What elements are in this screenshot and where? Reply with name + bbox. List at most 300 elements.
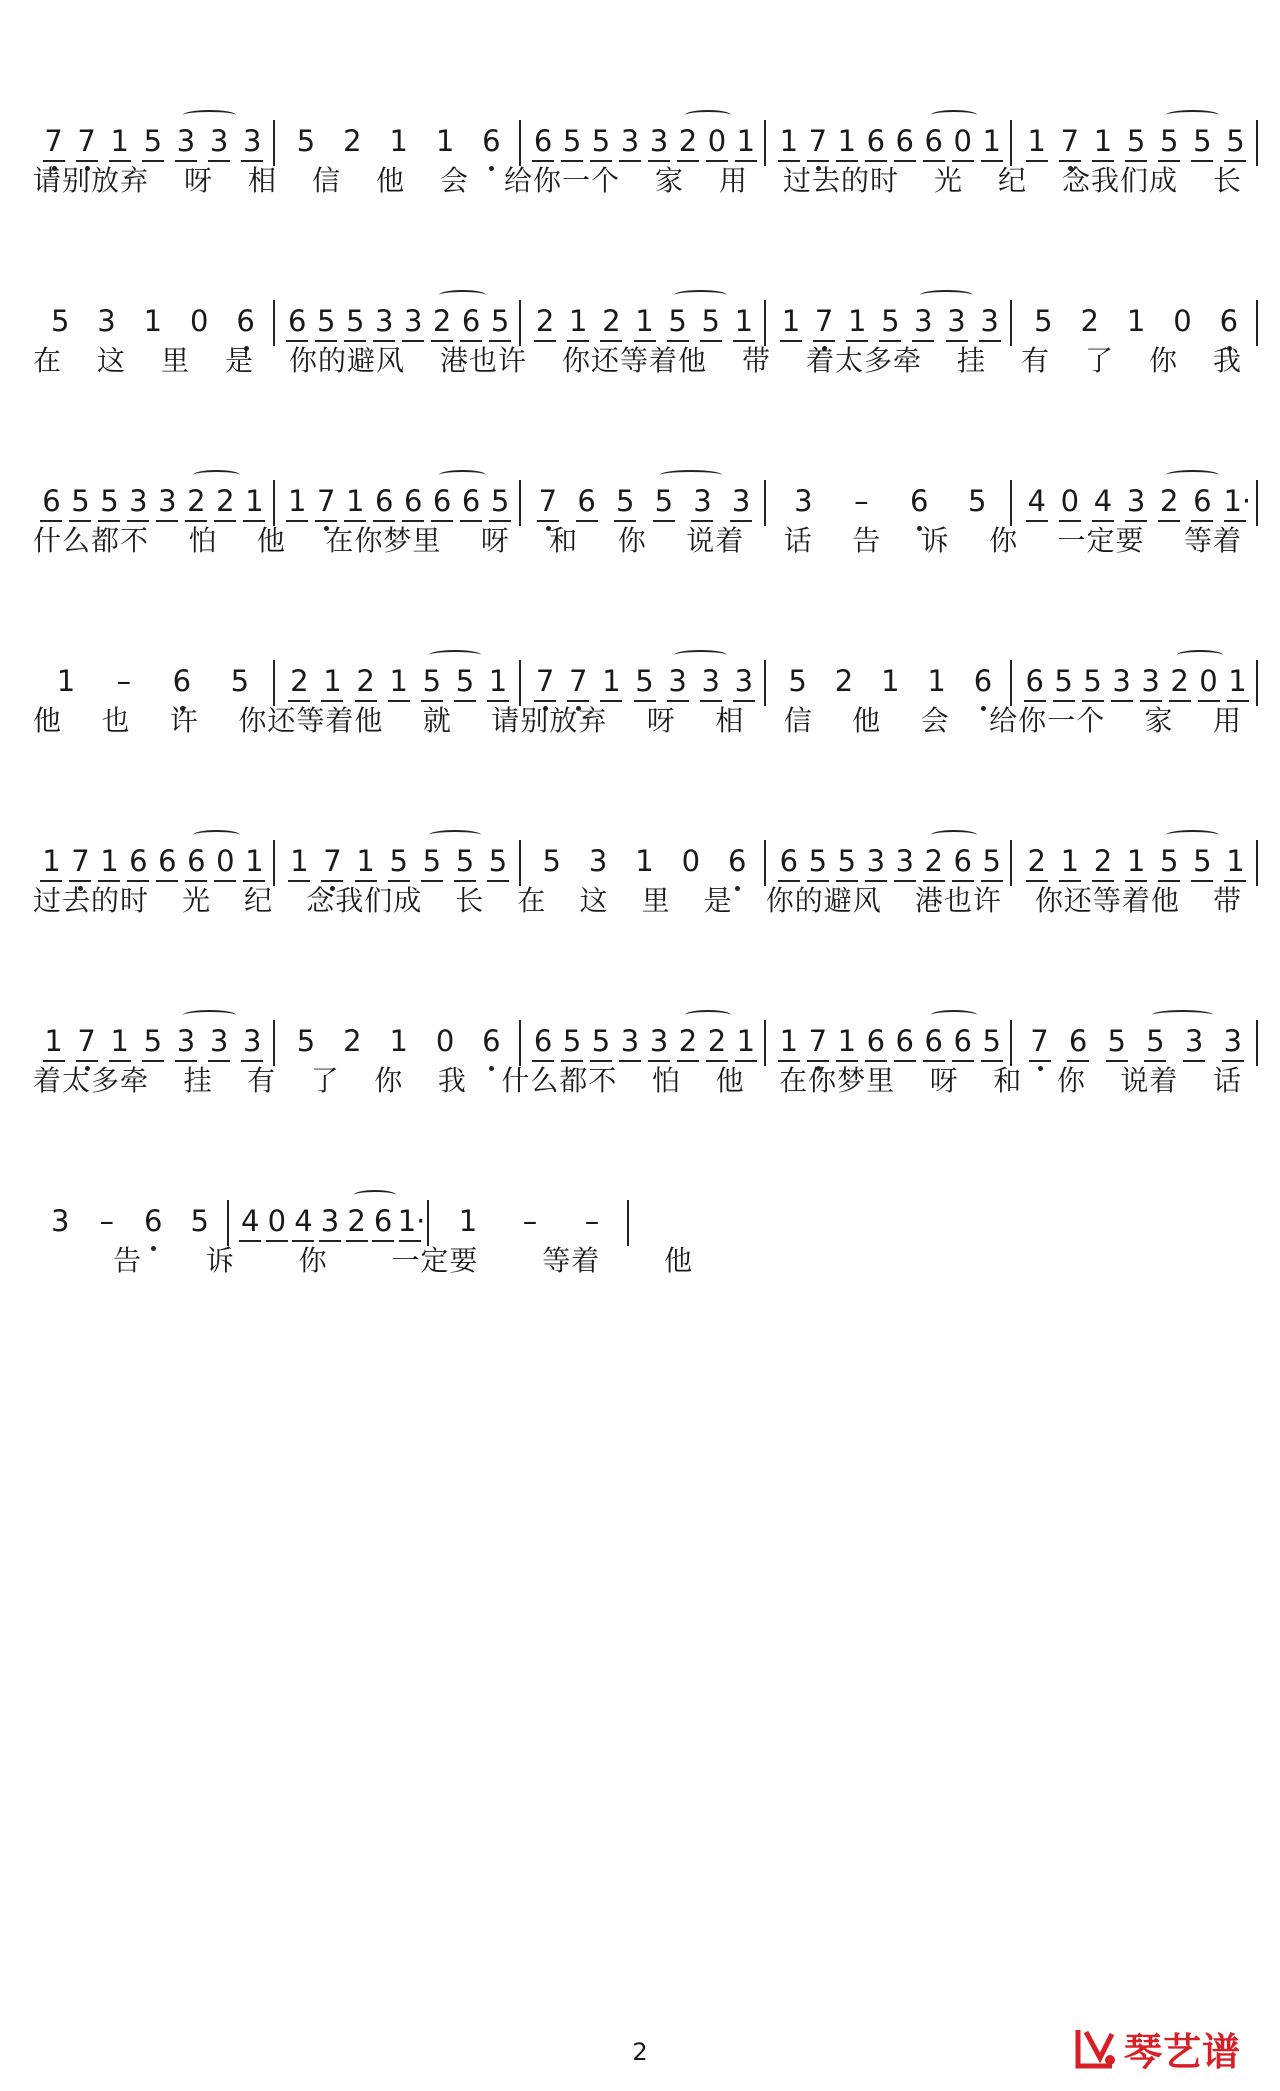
note: 1: [881, 664, 900, 698]
note: 2: [1027, 844, 1046, 878]
lyric: 一定要: [1057, 524, 1145, 557]
beam-line: [1158, 880, 1180, 882]
barline: [764, 480, 766, 526]
beam-line: [1125, 880, 1147, 882]
beam-line: [214, 520, 236, 522]
barline: [1010, 480, 1012, 526]
beam-line: [69, 880, 91, 882]
barline: [519, 660, 521, 706]
note: 5: [296, 1024, 316, 1058]
slur: [931, 830, 977, 840]
beam-line: [1026, 880, 1048, 882]
beam-line: [836, 160, 858, 162]
barline: [1256, 840, 1258, 886]
note: 6: [1068, 1024, 1088, 1058]
lyric: 光: [182, 884, 212, 917]
beam-line: [865, 160, 887, 162]
note: 3: [320, 1204, 340, 1238]
slur: [685, 110, 731, 120]
lyric: 他: [664, 1244, 694, 1277]
note: 2: [1170, 664, 1189, 698]
beam-line: [388, 880, 410, 882]
lyric-line: [33, 1244, 1273, 1280]
notes-line: [33, 1178, 1273, 1238]
note: 3: [51, 1204, 70, 1238]
note: 3: [209, 124, 229, 158]
lyric: 呀: [480, 524, 510, 557]
beam-line: [894, 160, 916, 162]
note: 1: [781, 304, 801, 338]
beam-line: [946, 340, 968, 342]
note: 1: [389, 1024, 408, 1058]
note: 5: [808, 844, 828, 878]
beam-line: [952, 880, 974, 882]
lyric: 信: [783, 704, 813, 737]
note: 5: [50, 304, 70, 338]
lyric: 纪: [244, 884, 274, 917]
note: 1: [245, 844, 264, 878]
notes-line: [33, 998, 1273, 1058]
note: 5: [490, 484, 510, 518]
note: 1: [927, 664, 946, 698]
beam-line: [421, 700, 443, 702]
beam-line: [315, 340, 337, 342]
lyric: 了: [310, 1064, 340, 1097]
notes-line: [33, 818, 1273, 878]
lyric: 念我们成: [306, 884, 423, 917]
note: 0: [1060, 484, 1080, 518]
lyric: 有: [247, 1064, 277, 1097]
barline: [1010, 840, 1012, 886]
lyric: 光: [934, 164, 964, 197]
note: 3: [668, 664, 687, 698]
lyric: 话: [1213, 1064, 1243, 1097]
lyric: 过去的时: [33, 884, 150, 917]
lyric: 请别放弃: [491, 704, 608, 737]
note: 5: [346, 304, 365, 338]
note: 5: [1083, 664, 1102, 698]
lyric: 相: [248, 164, 278, 197]
note: 6: [1219, 304, 1239, 338]
note: 3: [947, 304, 966, 338]
slur: [193, 470, 239, 480]
beam-line: [286, 520, 308, 522]
note: 1·: [1223, 484, 1252, 518]
note: 0: [953, 124, 972, 158]
beam-line: [730, 520, 752, 522]
slur: [674, 650, 727, 660]
lyric: 着太多牵: [806, 344, 923, 377]
beam-line: [399, 1240, 421, 1242]
barline: [227, 1200, 229, 1246]
note: 1: [1093, 124, 1113, 158]
note: 1: [635, 304, 654, 338]
beam-line: [98, 520, 120, 522]
slur: [1166, 110, 1219, 120]
note: 6: [953, 1024, 972, 1058]
barline: [764, 840, 766, 886]
lyric: 会: [920, 704, 950, 737]
note: 5: [562, 124, 582, 158]
beam-line: [372, 1240, 394, 1242]
lyric: 在: [517, 884, 547, 917]
note: 1: [488, 664, 508, 698]
beam-line: [700, 700, 722, 702]
note: 2: [290, 664, 309, 698]
piano-logo-icon: [1072, 2024, 1120, 2072]
note: 6: [172, 664, 192, 698]
lyric: 你: [374, 1064, 404, 1097]
beam-line: [648, 160, 670, 162]
barline: [1256, 1020, 1258, 1066]
note: 5: [422, 844, 442, 878]
note: 4: [294, 1204, 313, 1238]
note: 6: [866, 1024, 886, 1058]
note: 3: [734, 664, 754, 698]
beam-line: [373, 520, 395, 522]
beam-line: [735, 1060, 757, 1062]
beam-line: [614, 520, 636, 522]
note: 3: [403, 304, 423, 338]
lyric: 怕: [188, 524, 218, 557]
note: 2: [678, 124, 698, 158]
note: 5: [190, 1204, 209, 1238]
note: 1: [736, 124, 756, 158]
barline: [273, 1020, 275, 1066]
note: 5: [982, 1024, 1001, 1058]
beam-line: [1191, 880, 1213, 882]
score-system: [0, 1178, 1280, 1288]
beam-line: [1026, 160, 1048, 162]
note: 2: [834, 664, 854, 698]
score-system: [0, 278, 1280, 388]
note: 1: [389, 124, 408, 158]
note: 2: [924, 844, 943, 878]
beam-line: [208, 160, 230, 162]
slur: [920, 290, 973, 300]
lyric: 用: [1213, 704, 1243, 737]
beam-line: [836, 1060, 858, 1062]
beam-line: [1082, 700, 1104, 702]
lyric: 家: [655, 164, 685, 197]
barline: [764, 660, 766, 706]
beam-line: [1224, 160, 1246, 162]
note: 6: [374, 484, 394, 518]
lyric: 等着: [1184, 524, 1243, 557]
note: 0: [190, 304, 209, 338]
note: 6: [158, 844, 177, 878]
beam-line: [677, 1060, 699, 1062]
note: 6: [924, 1024, 943, 1058]
beam-line: [1224, 880, 1246, 882]
lyric: 告: [852, 524, 882, 557]
lyric: 和: [993, 1064, 1023, 1097]
note: 1: [245, 484, 264, 518]
note: 6: [432, 484, 452, 518]
slur: [439, 290, 485, 300]
note: 1: [42, 844, 61, 878]
beam-line: [214, 880, 236, 882]
lyric: 就: [422, 704, 452, 737]
beam-line: [1067, 1060, 1089, 1062]
beam-line: [1191, 160, 1213, 162]
slur: [183, 110, 236, 120]
lyric: 说着: [686, 524, 745, 557]
barline: [1256, 480, 1258, 526]
notes-line: [33, 278, 1273, 338]
note: 3: [176, 1024, 196, 1058]
note: 5: [562, 1024, 582, 1058]
lyric: 请别放弃: [33, 164, 150, 197]
beam-line: [532, 1060, 554, 1062]
note: 3: [1184, 1024, 1204, 1058]
barline: [519, 480, 521, 526]
lyric: 挂: [957, 344, 987, 377]
beam-line: [981, 880, 1003, 882]
lyric: 我: [437, 1064, 467, 1097]
lyric: 是: [225, 344, 255, 377]
beam-line: [487, 880, 509, 882]
note: 5: [982, 844, 1001, 878]
slur: [1166, 470, 1219, 480]
lyric: 这: [97, 344, 127, 377]
beam-line: [1106, 1060, 1128, 1062]
beam-line: [266, 1240, 288, 1242]
beam-line: [1024, 700, 1046, 702]
note: 3: [129, 484, 148, 518]
note: 5: [967, 484, 987, 518]
score-system: [0, 998, 1280, 1108]
lyric: 给你一个: [504, 164, 621, 197]
score-system: [0, 98, 1280, 208]
lyric: 纪: [998, 164, 1028, 197]
beam-line: [590, 1060, 612, 1062]
beam-line: [489, 340, 511, 342]
beam-line: [243, 520, 265, 522]
beam-line: [706, 160, 728, 162]
note: 1: [982, 124, 1001, 158]
note: 6: [373, 1204, 393, 1238]
lyric: 诉: [205, 1244, 235, 1277]
note: 5: [668, 304, 687, 338]
note: 0: [1173, 304, 1192, 338]
barline: [273, 840, 275, 886]
beam-line: [1144, 1060, 1166, 1062]
beam-line: [288, 700, 310, 702]
note: 0: [681, 844, 701, 878]
note: 3: [243, 1024, 262, 1058]
barline: [273, 660, 275, 706]
barline: [764, 300, 766, 346]
note: 5: [591, 124, 611, 158]
barline: [1010, 120, 1012, 166]
beam-line: [590, 160, 612, 162]
beam-line: [175, 160, 197, 162]
lyric: 许: [169, 704, 199, 737]
note: 1: [847, 304, 867, 338]
lyric-line: [33, 524, 1273, 560]
score-system: [0, 458, 1280, 568]
note: 6: [577, 484, 596, 518]
beam-line: [700, 340, 722, 342]
note: 1: [389, 664, 408, 698]
beam-line: [648, 1060, 670, 1062]
beam-line: [142, 160, 164, 162]
note: 1: [458, 1204, 478, 1238]
beam-line: [344, 520, 366, 522]
lyric: 在: [33, 344, 63, 377]
beam-line: [1158, 160, 1180, 162]
note: 5: [100, 484, 119, 518]
lyric: 怕: [652, 1064, 682, 1097]
note: 7: [77, 1024, 96, 1058]
beam-line: [76, 160, 98, 162]
note: 7: [71, 844, 90, 878]
beam-line: [923, 160, 945, 162]
barline: [627, 1200, 629, 1246]
note: 5: [654, 484, 674, 518]
note: 6: [42, 484, 61, 518]
beam-line: [1059, 160, 1081, 162]
note: 1: [602, 664, 621, 698]
beam-line: [912, 340, 934, 342]
lyric: 诉: [920, 524, 950, 557]
beam-line: [865, 1060, 887, 1062]
beam-line: [1125, 520, 1147, 522]
note: 6: [288, 304, 307, 338]
beam-line: [460, 520, 482, 522]
slur: [1166, 830, 1219, 840]
beam-line: [286, 340, 308, 342]
note: 2: [1159, 484, 1179, 518]
note: 1: [1060, 844, 1080, 878]
beam-line: [1111, 700, 1133, 702]
note: 3: [701, 664, 720, 698]
lyric: 带: [1213, 884, 1243, 917]
note: 6: [533, 1024, 553, 1058]
lyric: 话: [783, 524, 813, 557]
slur: [931, 110, 977, 120]
note: 6: [727, 844, 747, 878]
score-system: [0, 818, 1280, 928]
lyric: 呀: [184, 164, 214, 197]
note: 3: [158, 484, 177, 518]
beam-line: [952, 1060, 974, 1062]
beam-line: [667, 700, 689, 702]
note: –: [116, 664, 132, 698]
note: 5: [542, 844, 561, 878]
lyric: 这: [579, 884, 609, 917]
beam-line: [1224, 520, 1246, 522]
barline: [764, 1020, 766, 1066]
barline: [427, 1200, 429, 1246]
note: 1: [143, 304, 163, 338]
lyric: 家: [1144, 704, 1174, 737]
note: 5: [837, 844, 857, 878]
note: 3: [209, 1024, 229, 1058]
note: 6: [895, 124, 914, 158]
note: –: [99, 1204, 114, 1238]
beam-line: [634, 340, 656, 342]
lyric: 了: [1085, 344, 1115, 377]
note: 5: [1159, 124, 1179, 158]
beam-line: [487, 700, 509, 702]
beam-line: [846, 340, 868, 342]
lyric: 信: [312, 164, 342, 197]
note: 3: [693, 484, 712, 518]
note: 5: [71, 484, 90, 518]
note: 6: [895, 1024, 914, 1058]
lyric: 有: [1021, 344, 1051, 377]
note: 1: [569, 304, 588, 338]
note: 5: [1146, 1024, 1165, 1058]
note: 1: [110, 1024, 129, 1058]
site-logo: [1072, 2020, 1262, 2076]
beam-line: [355, 880, 377, 882]
beam-line: [537, 520, 559, 522]
note: 3: [374, 304, 394, 338]
note: 6: [236, 304, 255, 338]
lyric: 你: [298, 1244, 328, 1277]
note: 5: [143, 124, 163, 158]
beam-line: [1092, 880, 1114, 882]
lyric-line: [33, 164, 1273, 200]
beam-line: [619, 1060, 641, 1062]
note: 0: [435, 1024, 455, 1058]
beam-line: [292, 1240, 314, 1242]
beam-line: [733, 700, 755, 702]
note: 1: [736, 1024, 756, 1058]
beam-line: [241, 1060, 263, 1062]
note: 1·: [397, 1204, 426, 1238]
lyric: 你的避风: [289, 344, 406, 377]
note: 1: [110, 124, 129, 158]
note: –: [854, 484, 869, 518]
note: 3: [588, 844, 608, 878]
beam-line: [634, 700, 656, 702]
beam-line: [109, 1060, 131, 1062]
note: 3: [731, 484, 751, 518]
note: 2: [343, 1024, 362, 1058]
lyric: 是: [703, 884, 733, 917]
note: 6: [129, 844, 148, 878]
lyric: 过去的时: [783, 164, 900, 197]
note: 5: [317, 304, 336, 338]
barline: [273, 120, 275, 166]
beam-line: [175, 1060, 197, 1062]
beam-line: [319, 1240, 341, 1242]
note: 1: [779, 1024, 799, 1058]
beam-line: [346, 1240, 368, 1242]
note: 5: [455, 844, 475, 878]
note: 6: [482, 1024, 501, 1058]
note: 3: [895, 844, 914, 878]
beam-line: [185, 880, 207, 882]
beam-line: [355, 700, 377, 702]
beam-line: [923, 880, 945, 882]
beam-line: [40, 520, 62, 522]
note: 2: [356, 664, 375, 698]
note: 4: [1027, 484, 1046, 518]
beam-line: [1026, 520, 1048, 522]
beam-line: [69, 520, 91, 522]
beam-line: [1227, 700, 1249, 702]
beam-line: [1125, 160, 1147, 162]
note: 1: [1226, 844, 1245, 878]
note: 1: [290, 844, 309, 878]
lyric: 呀: [929, 1064, 959, 1097]
lyric: 他: [715, 1064, 745, 1097]
